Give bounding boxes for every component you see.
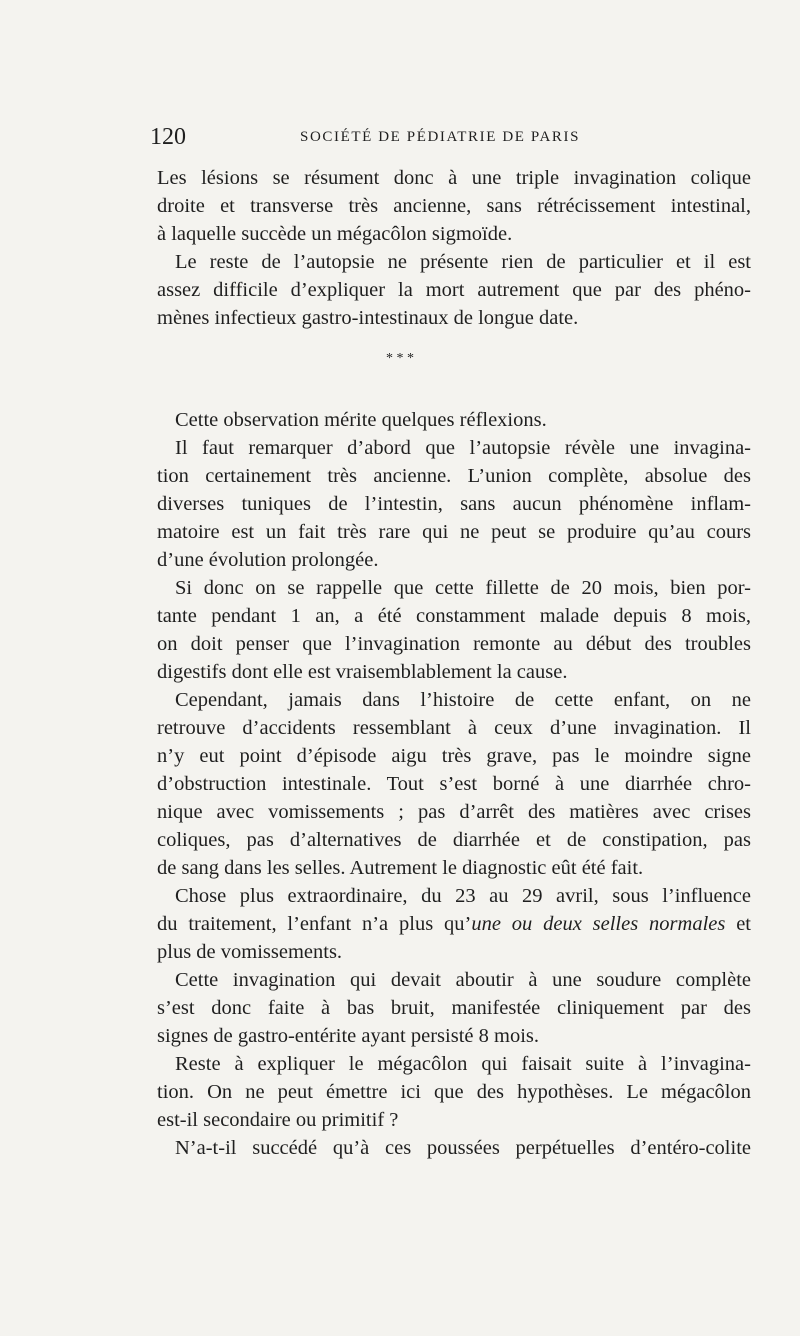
text-line: coliques, pas d’alternatives de diarrhée et de constipation, pas bbox=[157, 829, 751, 851]
text-line: matoire est un fait très rare qui ne peut se produire qu’au cours bbox=[157, 521, 751, 543]
text-line: assez difficile d’expliquer la mort autrement que par des phéno- bbox=[157, 279, 751, 301]
text-line: d’une évolution prolongée. bbox=[157, 549, 379, 571]
text-line: tion. On ne peut émettre ici que des hypothèses. Le mégacôlon bbox=[157, 1081, 751, 1103]
text-line: retrouve d’accidents ressemblant à ceux d’une invagination. Il bbox=[157, 717, 751, 739]
text-line: Le reste de l’autopsie ne présente rien de particulier et il est bbox=[175, 251, 751, 273]
text-line: digestifs dont elle est vraisemblablement la cause. bbox=[157, 661, 568, 683]
text-line: Les lésions se résument donc à une triple invagination colique bbox=[157, 167, 751, 189]
text-line: à laquelle succède un mégacôlon sigmoïde. bbox=[157, 223, 513, 245]
page-number: 120 bbox=[150, 124, 186, 150]
text-line: nique avec vomissements ; pas d’arrêt des matières avec crises bbox=[157, 801, 751, 823]
running-title: SOCIÉTÉ DE PÉDIATRIE DE PARIS bbox=[300, 129, 581, 145]
section-separator: * * * bbox=[386, 351, 414, 366]
text-line: s’est donc faite à bas bruit, manifestée cliniquement par des bbox=[157, 997, 751, 1019]
text-line: Si donc on se rappelle que cette fillette de 20 mois, bien por- bbox=[175, 577, 751, 599]
text-line: mènes infectieux gastro-intestinaux de longue date. bbox=[157, 307, 579, 329]
text-line: signes de gastro-entérite ayant persisté 8 mois. bbox=[157, 1025, 539, 1047]
page-header bbox=[150, 123, 750, 151]
text-line: Cette observation mérite quelques réflexions. bbox=[175, 409, 547, 431]
text-line: Chose plus extraordinaire, du 23 au 29 avril, sous l’influence bbox=[175, 885, 751, 907]
text-line: tion certainement très ancienne. L’union complète, absolue des bbox=[157, 465, 751, 487]
text-line: n’y eut point d’épisode aigu très grave, pas le moindre signe bbox=[157, 745, 751, 767]
text-line: Il faut remarquer d’abord que l’autopsie révèle une invagina- bbox=[175, 437, 751, 459]
text-segment: et bbox=[725, 913, 751, 935]
italic-emphasis: une ou deux selles normales bbox=[471, 913, 726, 935]
text-line: Cependant, jamais dans l’histoire de cette enfant, on ne bbox=[175, 689, 751, 711]
text-line: est-il secondaire ou primitif ? bbox=[157, 1109, 399, 1131]
text-line: de sang dans les selles. Autrement le diagnostic eût été fait. bbox=[157, 857, 644, 879]
text-line: N’a-t-il succédé qu’à ces poussées perpétuelles d’entéro-colite bbox=[175, 1137, 751, 1159]
text-line: d’obstruction intestinale. Tout s’est borné à une diarrhée chro- bbox=[157, 773, 751, 795]
text-segment: du traitement, l’enfant n’a plus qu’ bbox=[157, 913, 472, 935]
text-line: diverses tuniques de l’intestin, sans aucun phénomène inflam- bbox=[157, 493, 751, 515]
text-line: Reste à expliquer le mégacôlon qui faisait suite à l’invagina- bbox=[175, 1053, 751, 1075]
text-line: tante pendant 1 an, a été constamment malade depuis 8 mois, bbox=[157, 605, 751, 627]
text-line: droite et transverse très ancienne, sans rétrécissement intestinal, bbox=[157, 195, 751, 217]
text-line: on doit penser que l’invagination remonte au début des troubles bbox=[157, 633, 751, 655]
text-line-mixed bbox=[157, 910, 751, 938]
text-line: plus de vomissements. bbox=[157, 941, 343, 963]
text-line: Cette invagination qui devait aboutir à une soudure complète bbox=[175, 969, 751, 991]
